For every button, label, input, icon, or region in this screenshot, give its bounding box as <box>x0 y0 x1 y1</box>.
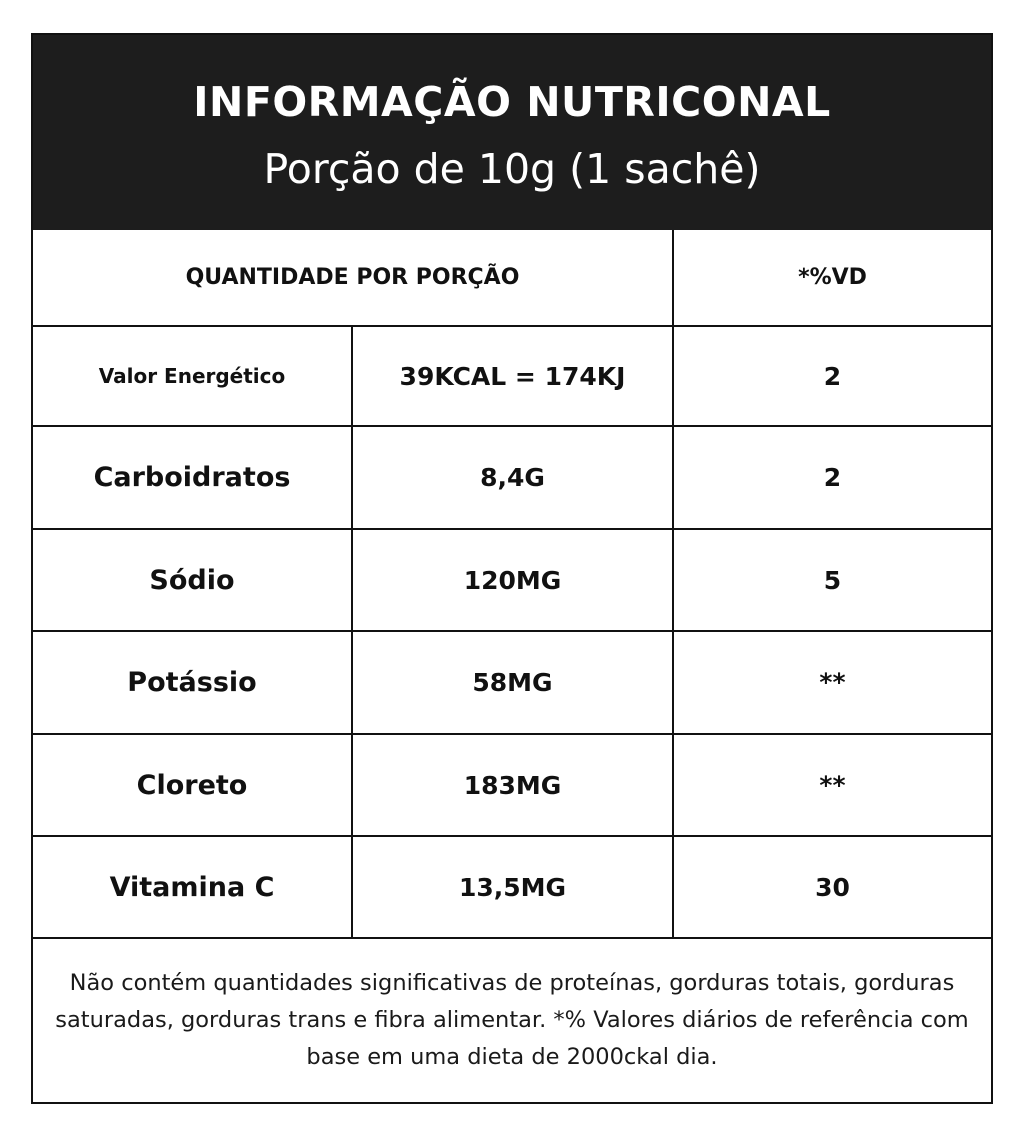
nutrient-amount-text: 8,4G <box>480 463 545 492</box>
label-header <box>33 35 991 230</box>
nutrient-name <box>33 632 353 733</box>
nutrient-name <box>33 427 353 528</box>
nutrient-name-text: Valor Energético <box>98 364 286 388</box>
nutrient-name-text: Potássio <box>127 667 257 698</box>
nutrient-amount <box>353 735 674 835</box>
nutrient-name <box>33 327 353 425</box>
nutrient-name-text: Sódio <box>149 564 235 596</box>
nutrient-amount-text: 120MG <box>463 565 562 595</box>
vd-column-header <box>674 230 991 325</box>
nutrient-name-text: Cloreto <box>136 769 248 801</box>
nutrient-name <box>33 735 353 835</box>
nutrient-vd <box>674 837 991 937</box>
nutrient-vd <box>674 735 991 835</box>
table-row <box>33 530 991 632</box>
footnote <box>33 939 991 1102</box>
nutrient-amount <box>353 327 674 425</box>
nutrient-vd-text: ** <box>819 668 846 697</box>
nutrient-vd-text: 5 <box>823 565 842 595</box>
table-row <box>33 427 991 530</box>
table-row <box>33 735 991 837</box>
nutrition-table <box>33 230 991 939</box>
nutrient-amount <box>353 632 674 733</box>
nutrient-amount-text: 39KCAL = 174KJ <box>399 361 626 391</box>
quantity-column-header-text: QUANTIDADE POR PORÇÃO <box>185 265 520 290</box>
nutrient-amount <box>353 837 674 937</box>
nutrient-amount <box>353 427 674 528</box>
nutrient-vd <box>674 530 991 630</box>
nutrient-vd-text: 2 <box>823 361 842 391</box>
table-row <box>33 327 991 427</box>
nutrient-amount <box>353 530 674 630</box>
nutrient-name <box>33 837 353 937</box>
footnote-text: Não contém quantidades significativas de proteínas, gorduras totais, gorduras saturadas, gorduras trans e fibra alimentar. *% Valores diários de referência com base em uma dieta de 2000ckal dia. <box>55 970 969 1070</box>
nutrient-name <box>33 530 353 630</box>
quantity-column-header <box>33 230 674 325</box>
nutrient-amount-text: 58MG <box>472 668 553 697</box>
table-row <box>33 837 991 939</box>
nutrient-vd-text: ** <box>819 770 846 800</box>
label-title: INFORMAÇÃO NUTRICONAL <box>193 78 831 126</box>
nutrient-amount-text: 13,5MG <box>458 872 567 902</box>
nutrient-name-text: Carboidratos <box>93 462 291 493</box>
nutrient-vd <box>674 327 991 425</box>
table-row <box>33 632 991 735</box>
nutrient-vd-text: 30 <box>815 872 850 902</box>
vd-column-header-text: *%VD <box>798 265 867 290</box>
nutrient-vd <box>674 632 991 733</box>
nutrient-amount-text: 183MG <box>463 770 562 800</box>
table-header-row <box>33 230 991 327</box>
serving-size: Porção de 10g (1 sachê) <box>263 145 761 193</box>
nutrition-facts-label <box>31 33 993 1104</box>
nutrient-vd <box>674 427 991 528</box>
nutrient-name-text: Vitamina C <box>109 871 275 903</box>
nutrient-vd-text: 2 <box>823 463 842 492</box>
